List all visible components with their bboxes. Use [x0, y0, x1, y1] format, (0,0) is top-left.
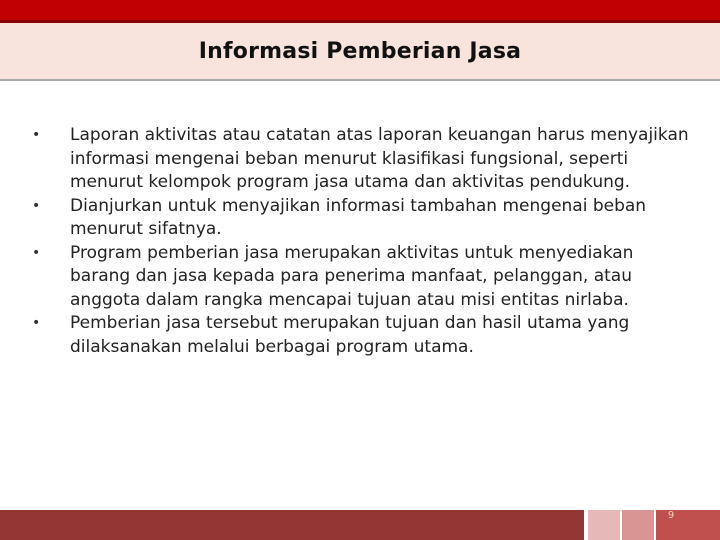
bullet-item [30, 124, 690, 195]
bullet-icon: • [32, 197, 41, 214]
slide-title: Informasi Pemberian Jasa [198, 38, 522, 64]
bullet-text: Pemberian jasa tersebut merupakan tujuan dan hasil utama yang dilaksanakan melalui berbagai program utama. [70, 313, 630, 357]
footer-light-block [588, 510, 620, 540]
bullet-icon: • [32, 315, 41, 331]
footer-bar [0, 510, 720, 540]
bullet-text: Program pemberian jasa merupakan aktivitas untuk menyediakan barang dan jasa kepada para penerima manfaat, pelanggan, atau anggota dalam rangka mencapai tujuan atau misi entitas nirlaba. [70, 242, 634, 310]
top-accent-bar [0, 0, 720, 22]
footer-main-block [0, 510, 584, 540]
bullet-list [30, 124, 690, 359]
bullet-item [30, 242, 690, 313]
footer-mid-block [622, 510, 654, 540]
bullet-icon: • [32, 244, 41, 261]
bullet-icon: • [32, 127, 41, 143]
page-number: 9 [667, 510, 675, 521]
bullet-item [30, 195, 690, 242]
bullet-text: Dianjurkan untuk menyajikan informasi tambahan mengenai beban menurut sifatnya. [70, 195, 647, 239]
bullet-item [30, 312, 690, 359]
title-band [0, 23, 720, 81]
bullet-text: Laporan aktivitas atau catatan atas laporan keuangan harus menyajikan informasi mengenai beban menurut klasifikasi fungsional, seperti menurut kelompok program jasa utama dan aktivitas pendukung. [70, 125, 689, 192]
